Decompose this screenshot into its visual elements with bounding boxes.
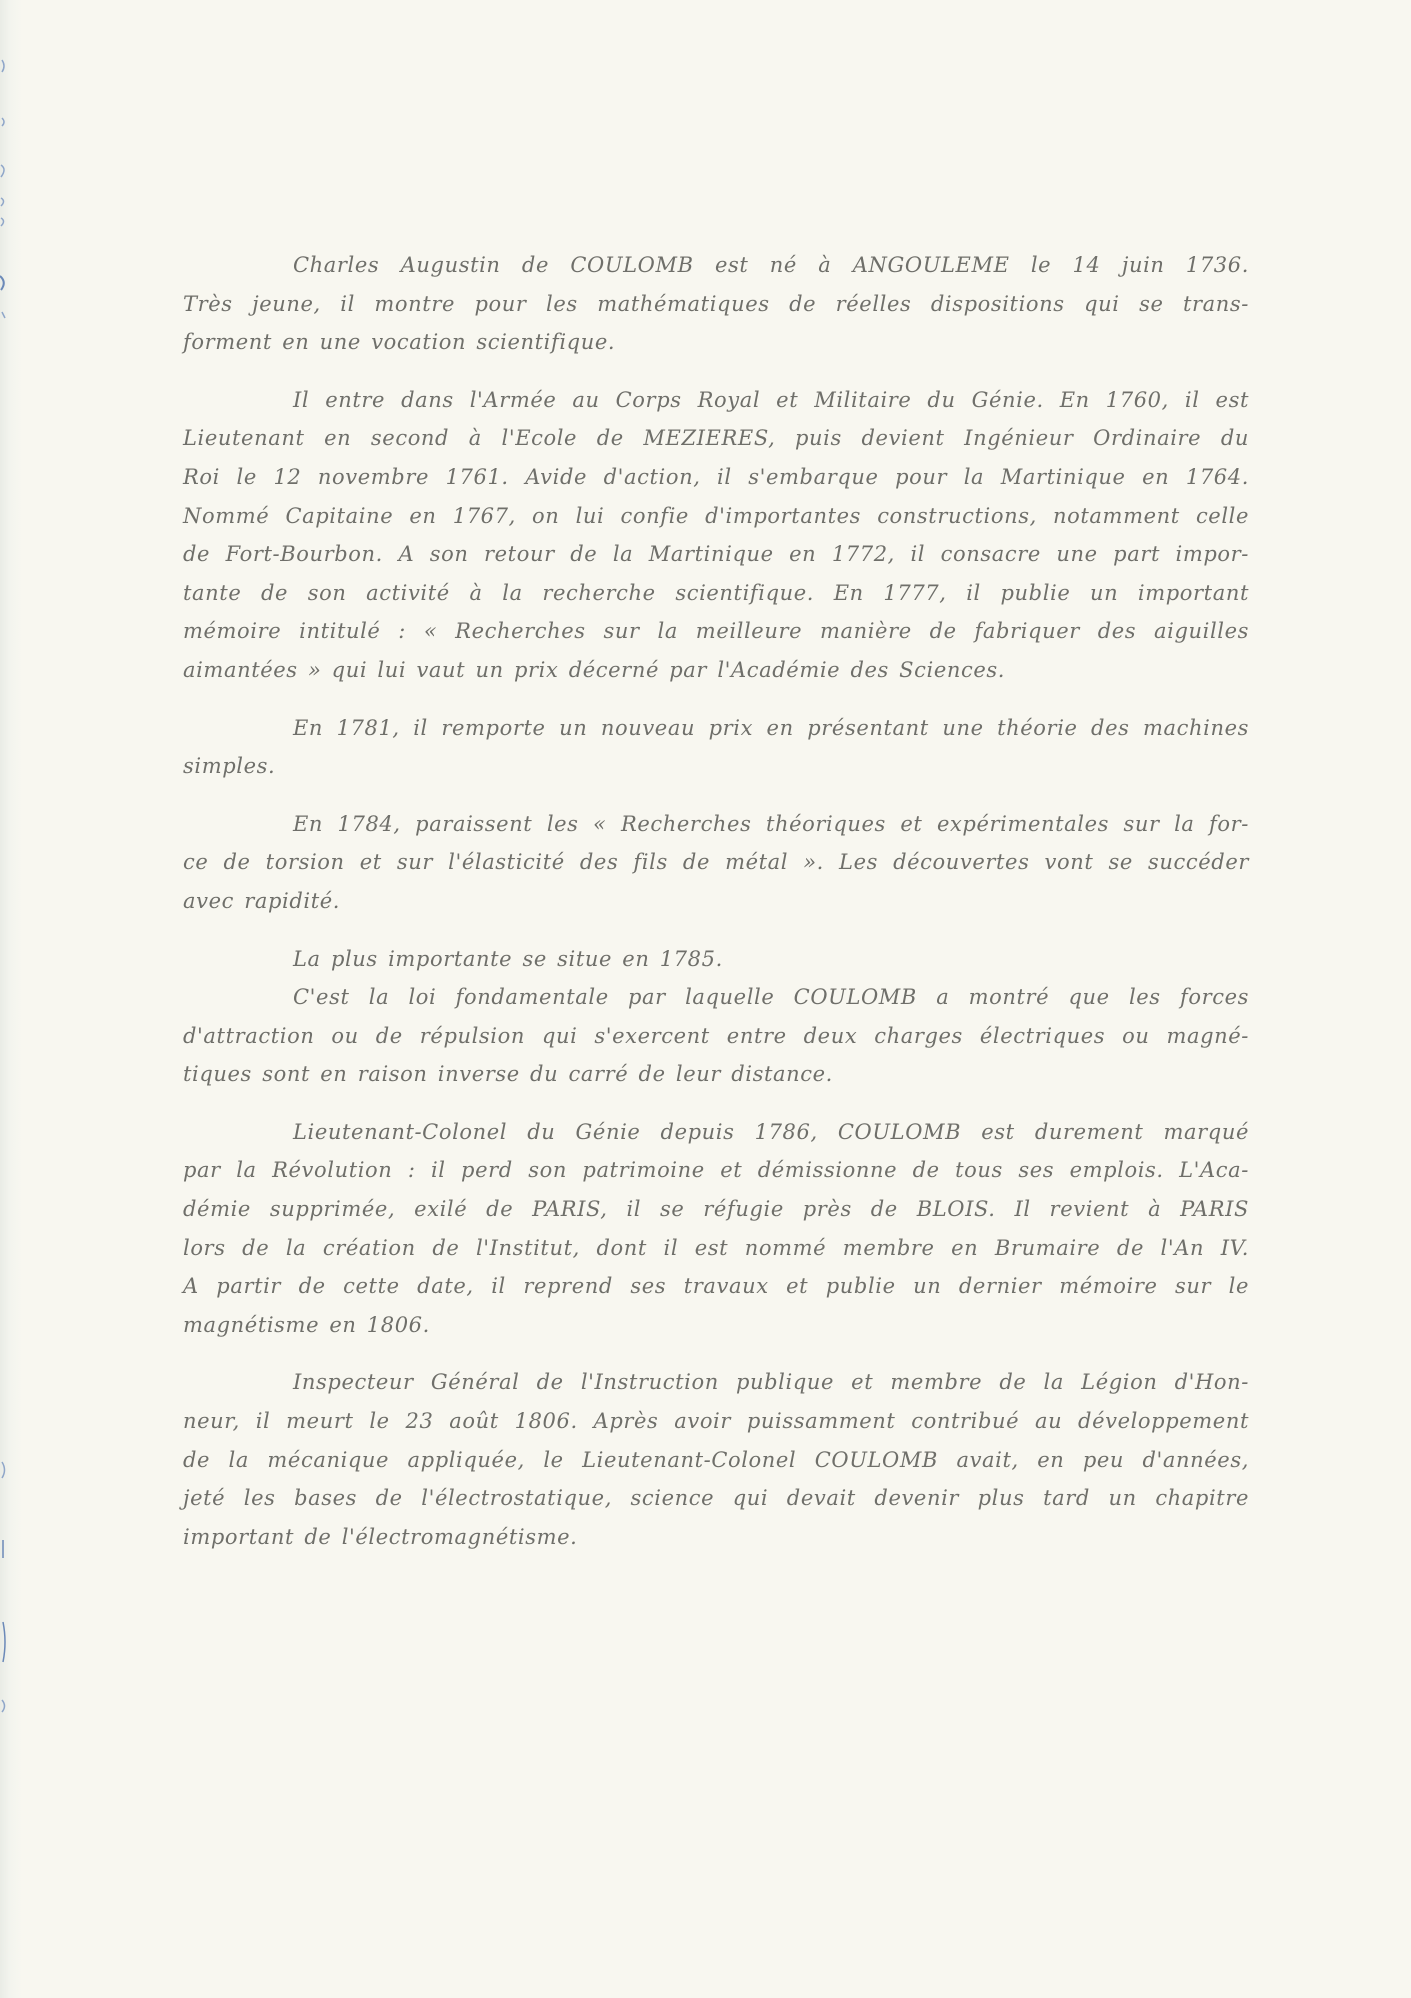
text-line: En 1781, il remporte un nouveau prix en présentant une théorie des machines xyxy=(293,715,1249,740)
text-line: C'est la loi fondamentale par laquelle COULOMB a montré que les forces xyxy=(293,985,1249,1010)
paragraph-military-career xyxy=(183,381,1249,690)
text-line: d'attraction ou de répulsion qui s'exercent entre deux charges électriques ou magné- xyxy=(183,1023,1249,1048)
text-line: Lieutenant-Colonel du Génie depuis 1786, COULOMB est durement marqué xyxy=(293,1119,1249,1144)
paragraph-1784-research xyxy=(183,805,1249,921)
text-line: par la Révolution : il perd son patrimoine et démissionne de tous ses emplois. L'Aca- xyxy=(183,1158,1249,1183)
text-line: neur, il meurt le 23 août 1806. Après avoir puissamment contribué au développement xyxy=(183,1409,1249,1434)
text-line: important de l'électromagnétisme. xyxy=(183,1524,578,1549)
text-line: simples. xyxy=(183,754,276,779)
text-line: Nommé Capitaine en 1767, on lui confie d'importantes constructions, notamment celle xyxy=(183,503,1249,528)
text-line: tante de son activité à la recherche scientifique. En 1777, il publie un important xyxy=(183,580,1249,605)
biography-text xyxy=(183,246,1249,1575)
paragraph-coulomb-law xyxy=(183,978,1249,1094)
text-line: lors de la création de l'Institut, dont il est nommé membre en Brumaire de l'An IV. xyxy=(183,1235,1249,1260)
text-line: de Fort-Bourbon. A son retour de la Martinique en 1772, il consacre une part impor- xyxy=(183,542,1249,567)
text-line: jeté les bases de l'électrostatique, science qui devait devenir plus tard un chapitre xyxy=(183,1486,1249,1511)
text-line: Lieutenant en second à l'Ecole de MEZIERES, puis devient Ingénieur Ordinaire du xyxy=(183,426,1249,451)
text-line: ce de torsion et sur l'élasticité des fils de métal ». Les découvertes vont se succéder xyxy=(183,850,1249,875)
text-line: En 1784, paraissent les « Recherches théoriques et expérimentales sur la for- xyxy=(293,811,1249,836)
paragraph-death-legacy xyxy=(183,1363,1249,1556)
paragraph-1781-prize xyxy=(183,709,1249,786)
text-line: magnétisme en 1806. xyxy=(183,1312,430,1337)
text-line: mémoire intitulé : « Recherches sur la meilleure manière de fabriquer des aiguilles xyxy=(183,619,1249,644)
paragraph-birth xyxy=(183,246,1249,362)
paragraph-1785-intro xyxy=(183,940,1249,979)
text-line: de la mécanique appliquée, le Lieutenant-Colonel COULOMB avait, en peu d'années, xyxy=(183,1447,1249,1472)
paragraph-revolution xyxy=(183,1113,1249,1345)
text-line: Charles Augustin de COULOMB est né à ANGOULEME le 14 juin 1736. xyxy=(293,253,1249,277)
text-line: Très jeune, il montre pour les mathématiques de réelles dispositions qui se trans- xyxy=(183,291,1249,316)
text-line: A partir de cette date, il reprend ses travaux et publie un dernier mémoire sur le xyxy=(183,1274,1249,1299)
text-line: forment en une vocation scientifique. xyxy=(183,330,616,355)
text-line: aimantées » qui lui vaut un prix décerné par l'Académie des Sciences. xyxy=(183,657,1006,682)
text-line: La plus importante se situe en 1785. xyxy=(293,946,723,971)
margin-pen-marks xyxy=(0,0,16,1998)
text-line: Roi le 12 novembre 1761. Avide d'action, il s'embarque pour la Martinique en 1764. xyxy=(183,464,1249,489)
text-line: tiques sont en raison inverse du carré de leur distance. xyxy=(183,1062,833,1087)
text-line: Il entre dans l'Armée au Corps Royal et Militaire du Génie. En 1760, il est xyxy=(293,387,1249,412)
text-line: démie supprimée, exilé de PARIS, il se réfugie près de BLOIS. Il revient à PARIS xyxy=(183,1197,1249,1222)
text-line: Inspecteur Général de l'Instruction publique et membre de la Légion d'Hon- xyxy=(293,1370,1249,1395)
text-line: avec rapidité. xyxy=(183,888,341,913)
